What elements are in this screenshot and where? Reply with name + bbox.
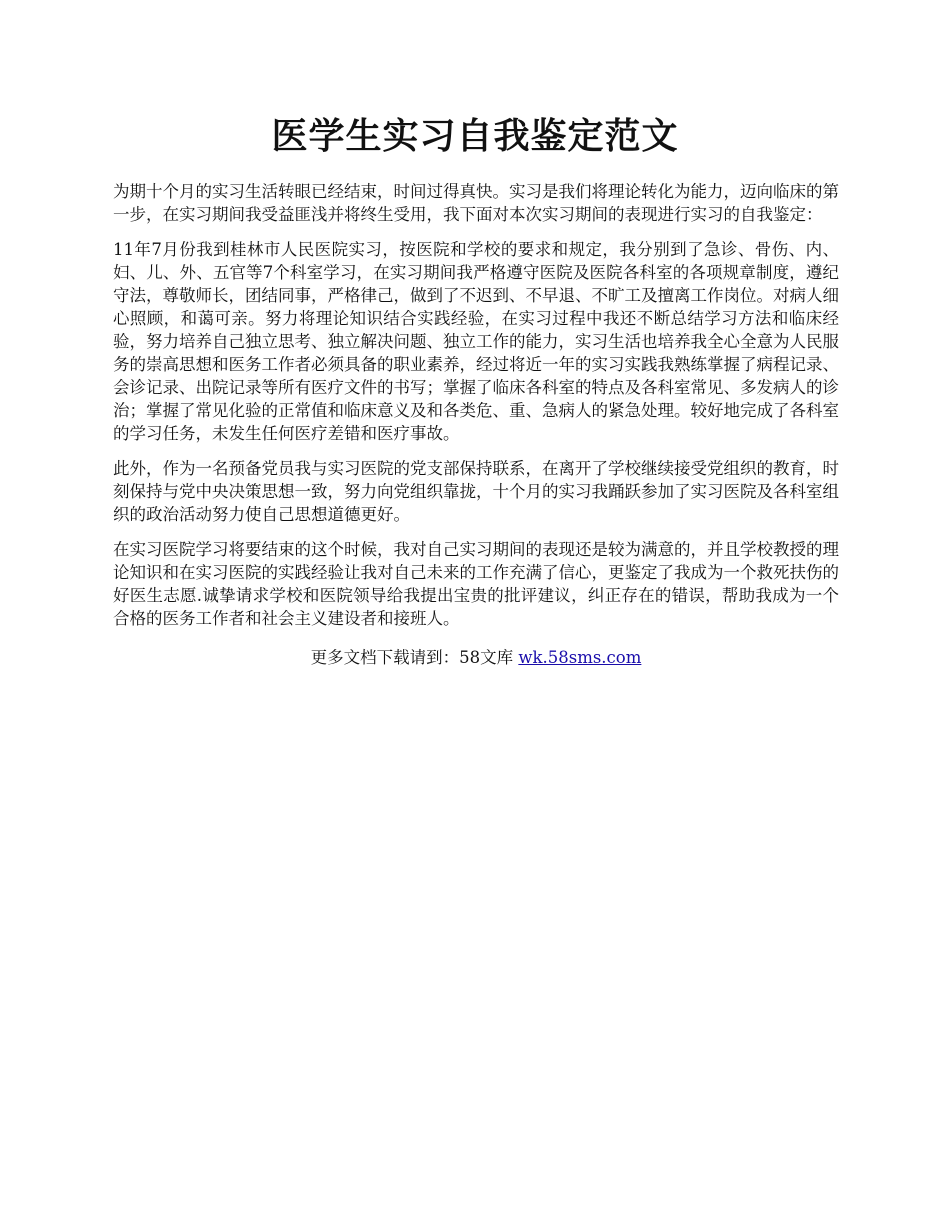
footer-text: 更多文档下载请到：58文库 xyxy=(310,648,519,667)
paragraph-party-activities: 此外，作为一名预备党员我与实习医院的党支部保持联系，在离开了学校继续接受党组织的教育，时刻保持与党中央决策思想一致，努力向党组织靠拢，十个月的实习我踊跃参加了实习医院及各科室组织的政治活动努力使自己思想道德更好。 xyxy=(113,459,839,524)
footer-link[interactable]: wk.58sms.com xyxy=(518,648,642,667)
paragraph-intro: 为期十个月的实习生活转眼已经结束，时间过得真快。实习是我们将理论转化为能力，迈向临床的第一步，在实习期间我受益匪浅并将终生受用，我下面对本次实习期间的表现进行实习的自我鉴定： xyxy=(113,182,839,224)
document-body xyxy=(113,180,839,669)
paragraph-internship-details: 11年7月份我到桂林市人民医院实习，按医院和学校的要求和规定，我分别到了急诊、骨伤、内、妇、儿、外、五官等7个科室学习，在实习期间我严格遵守医院及医院各科室的各项规章制度，遵纪守法，尊敬师长，团结同事，严格律己，做到了不迟到、不早退、不旷工及擅离工作岗位。对病人细心照顾，和蔼可亲。努力将理论知识结合实践经验，在实习过程中我还不断总结学习方法和临床经验，努力培养自己独立思考、独立解决问题、独立工作的能力，实习生活也培养我全心全意为人民服务的崇高思想和医务工作者必须具备的职业素养，经过将近一年的实习实践我熟练掌握了病程记录、会诊记录、出院记录等所有医疗文件的书写；掌握了临床各科室的特点及各科室常见、多发病人的诊治；掌握了常见化验的正常值和临床意义及和各类危、重、急病人的紧急处理。较好地完成了各科室的学习任务，未发生任何医疗差错和医疗事故。 xyxy=(113,240,839,443)
document-title: 医学生实习自我鉴定范文 xyxy=(271,115,679,157)
download-footer xyxy=(113,646,839,669)
paragraph-conclusion: 在实习医院学习将要结束的这个时候，我对自己实习期间的表现还是较为满意的，并且学校教授的理论知识和在实习医院的实践经验让我对自己未来的工作充满了信心，更鉴定了我成为一个救死扶伤的好医生志愿.诚挚请求学校和医院领导给我提出宝贵的批评建议，纠正存在的错误，帮助我成为一个合格的医务工作者和社会主义建设者和接班人。 xyxy=(113,540,839,628)
